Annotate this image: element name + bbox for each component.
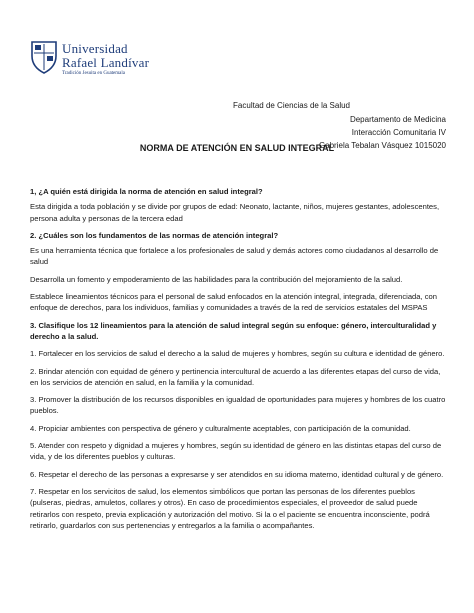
guideline-item: 4. Propiciar ambientes con perspectiva de género y culturalmente aceptables, con participación de la comunidad.	[30, 423, 411, 433]
question-3: 3. Clasifique los 12 lineamientos para la atención de salud integral según su enfoque: género, interculturalidad y derecho a la salud.	[30, 320, 437, 341]
department-name: Departamento de Medicina	[349, 115, 446, 124]
course-name: Interacción Comunitaria IV	[351, 128, 446, 137]
university-logo	[30, 40, 150, 86]
guideline-item: 2. Brindar atención con equidad de género y pertinencia intercultural de acuerdo a las diferentes etapas del curso de vida, en los servicios de atención en salud, en la familia y la comunidad.	[30, 366, 441, 387]
answer-2-paragraph: Desarrolla un fomento y empoderamiento de las habilidades para la contribución del mejoramiento de la salud.	[30, 274, 403, 284]
logo-motto: Tradición Jesuita en Guatemala	[62, 71, 125, 76]
answer-2-paragraph: Es una herramienta técnica que fortalece a los profesionales de salud y demás actores como ciudadanos al desarrollo de salud	[30, 246, 439, 267]
guideline-item: 3. Promover la distribución de los recursos disponibles en igualdad de oportunidades para mujeres y hombres de los cuatro pueblos.	[30, 395, 446, 416]
answer-2-paragraph: Establece lineamientos técnicos para el personal de salud enfocados en la atención integral, integrada, diferenciada, con enfoque de derechos, para los individuos, familias y comunidades a través de la red de servicios estatales del MSPAS	[30, 292, 437, 313]
faculty-name: Facultad de Ciencias de la Salud	[233, 101, 350, 110]
guideline-item: 1. Fortalecer en los servicios de salud el derecho a la salud de mujeres y hombres, según su cultura e identidad de género.	[30, 349, 445, 359]
university-crest-icon	[30, 40, 58, 74]
logo-line-1: Universidad	[62, 41, 128, 56]
logo-line-2: Rafael Landívar	[62, 55, 150, 70]
guideline-item: 5. Atender con respeto y dignidad a mujeres y hombres, según su identidad de género en las distintas etapas del curso de vida, y de los diferentes pueblos y culturas.	[30, 441, 442, 462]
question-1: 1, ¿A quién está dirigida la norma de atención en salud integral?	[30, 187, 263, 196]
document-title: NORMA DE ATENCIÓN EN SALUD INTEGRAL	[139, 143, 335, 153]
guideline-item: 7. Respetar en los servicitos de salud, los elementos simbólicos que portan las personas de los diferentes pueblos (pulseras, piedras, amuletos, collares y otros). En caso de procedimientos especiales, el proveedor de salud puede retirarlos con respeto, previa explicación y autorización del motivo. Si la o el paciente se encuentra inconsciente, podrá retirarlo, guardarlos con sus pertenencias y entregarlos a la familia o acompañantes.	[30, 486, 430, 530]
answer-1: Esta dirigida a toda población y se divide por grupos de edad: Neonato, lactante, niños, mujeres gestantes, adolescentes, persona adulta y personas de la tercera edad	[30, 202, 440, 223]
guideline-item: 6. Respetar el derecho de las personas a expresarse y ser atendidos en su idioma materno, identidad cultural y de género.	[30, 469, 444, 479]
student-name: Gabriela Tebalan Vásquez 1015020	[318, 141, 446, 150]
document-body	[30, 186, 448, 537]
question-2: 2. ¿Cuáles son los fundamentos de las normas de atención integral?	[30, 230, 279, 240]
